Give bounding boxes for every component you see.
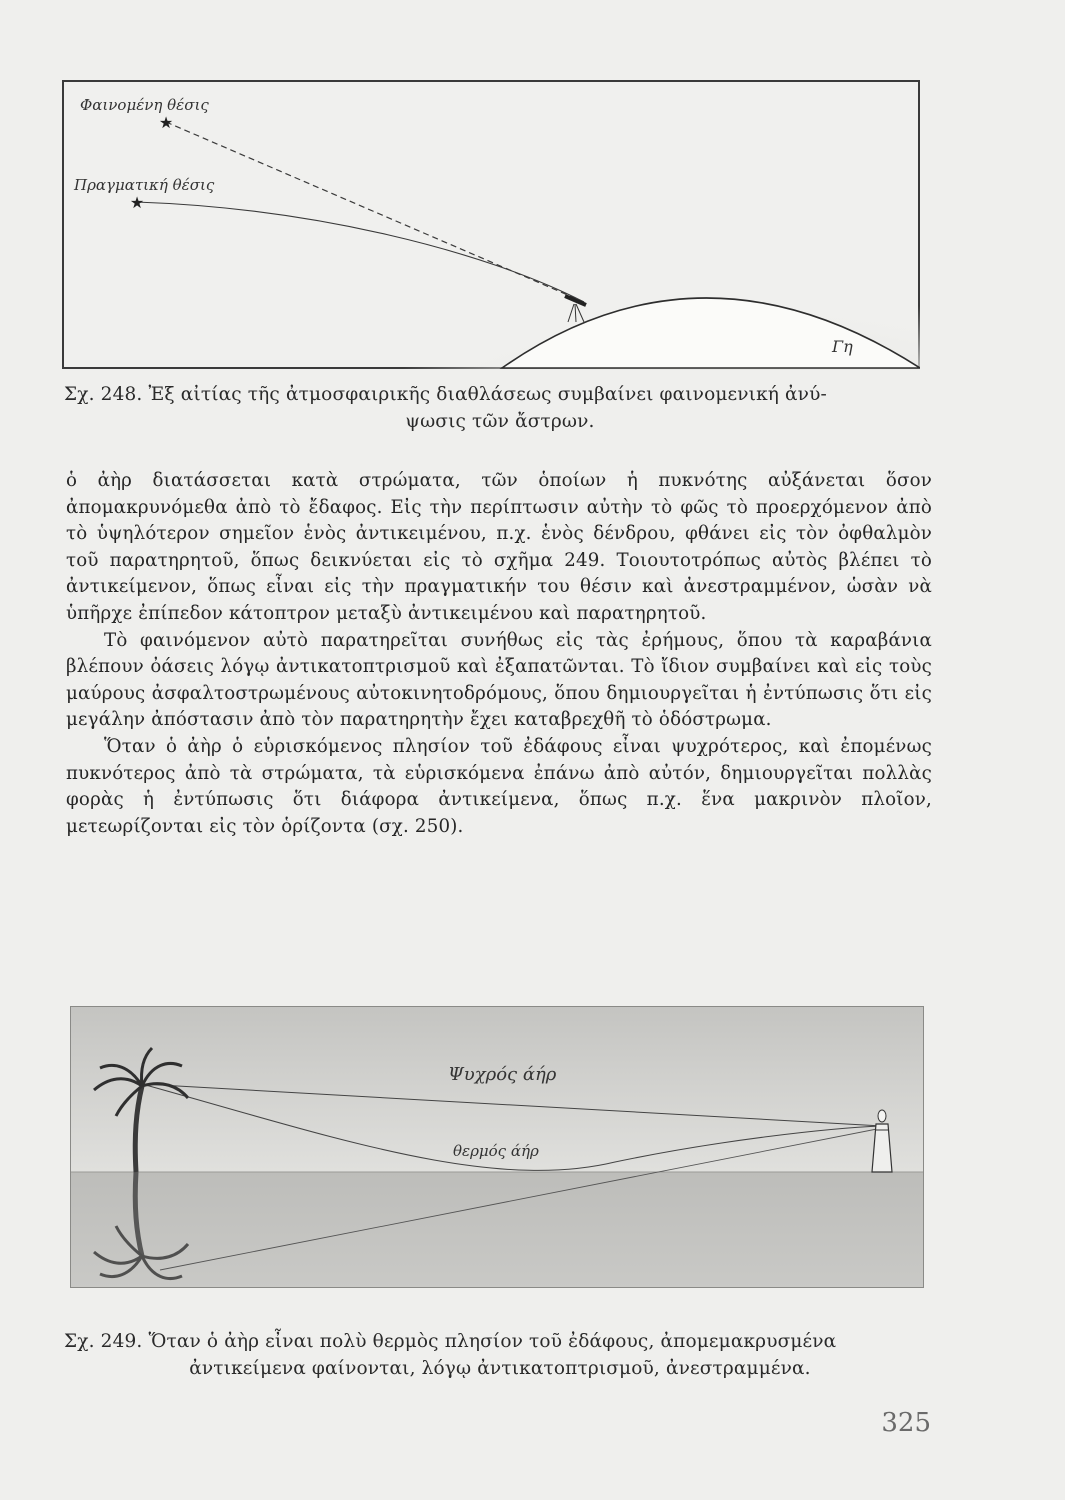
- label-earth: Γη: [832, 337, 853, 356]
- label-warm-air: θερμός άήρ: [453, 1142, 539, 1160]
- actual-star-icon: ★: [129, 193, 145, 212]
- figure-249-caption-line2: ἀντικείμενα φαίνονται, λόγῳ ἀντικατοπτρισμοῦ, ἀνεστραμμένα.: [189, 1358, 811, 1379]
- paragraph-2: Τὸ φαινόμενον αὐτὸ παρατηρεῖται συνήθως εἰς τὰς ἐρήμους, ὅπου τὰ καραβάνια βλέπουν ὀάσεις λόγῳ ἀντικατοπτρισμοῦ καὶ ἐξαπατῶνται. Τὸ ἴδιον συμβαίνει καὶ εἰς τοὺς μαύρους ἀσφαλτοστρωμένους αὐτοκινητοδρόμους, ὅπου δημιουργεῖται ἡ ἐντύπωσις ὅτι εἰς μεγάλην ἀπόστασιν ἀπὸ τὸν παρατηρητὴν ἔχει καταβρεχθῆ τὸ ὁδόστρωμα.: [66, 629, 932, 731]
- apparent-star-icon: ★: [158, 113, 174, 132]
- label-cold-air: Ψυχρός άήρ: [448, 1064, 557, 1085]
- figure-248-caption-line2: ψωσις τῶν ἄστρων.: [405, 411, 595, 432]
- label-apparent-position: Φαινομένη θέσις: [80, 96, 209, 114]
- figure-249-caption-line1: Σχ. 249. Ὅταν ὁ ἀὴρ εἶναι πολὺ θερμὸς πλησίον τοῦ ἐδάφους, ἀπομεμακρυσμένα: [64, 1331, 837, 1352]
- paragraph-1: ὁ ἀὴρ διατάσσεται κατὰ στρώματα, τῶν ὁποίων ἡ πυκνότης αὐξάνεται ὅσον ἀπομακρυνόμεθα ἀπὸ τὸ ἔδαφος. Εἰς τὴν περίπτωσιν αὐτὴν τὸ φῶς τὸ προερχόμενον ἀπὸ τὸ ὑψηλότερον σημεῖον ἑνὸς ἀντικειμένου, π.χ. ἑνὸς δένδρου, φθάνει εἰς τὸν ὀφθαλμὸν τοῦ παρατηρητοῦ, ὅπως δεικνύεται εἰς τὸ σχῆμα 249. Τοιουτοτρόπως αὐτὸς βλέπει τὸ ἀντικείμενον, ὅπως εἶναι εἰς τὴν πραγματικήν του θέσιν καὶ ἀνεστραμμένον, ὡσὰν νὰ ὑπῆρχε ἐπίπεδον κάτοπτρον μεταξὺ ἀντικειμένου καὶ παρατηρητοῦ.: [66, 470, 932, 624]
- body-text: [66, 468, 932, 840]
- figure-248: [62, 80, 920, 370]
- ground-region: [70, 1172, 924, 1288]
- figure-248-caption-line1: Σχ. 248. Ἐξ αἰτίας τῆς ἀτμοσφαιρικῆς διαθλάσεως συμβαίνει φαινομενική ἀνύ-: [64, 384, 827, 405]
- figure-249-caption: [64, 1328, 936, 1382]
- label-actual-position: Πραγματική θέσις: [74, 176, 215, 194]
- figure-248-caption: [64, 381, 936, 435]
- page-number: 325: [881, 1408, 931, 1438]
- figure-249: [70, 1006, 924, 1288]
- paragraph-3: Ὅταν ὁ ἀὴρ ὁ εὑρισκόμενος πλησίον τοῦ ἐδάφους εἶναι ψυχρότερος, καὶ ἐπομένως πυκνότερος ἀπὸ τὰ στρώματα, τὰ εὑρισκόμενα ἐπάνω ἀπὸ αὐτόν, δημιουργεῖται πολλὰς φορὰς ἡ ἐντύπωσις ὅτι διάφορα ἀντικείμενα, ὅπως π.χ. ἕνα μακρινὸν πλοῖον, μετεωρίζονται εἰς τὸν ὁρίζοντα (σχ. 250).: [66, 735, 932, 837]
